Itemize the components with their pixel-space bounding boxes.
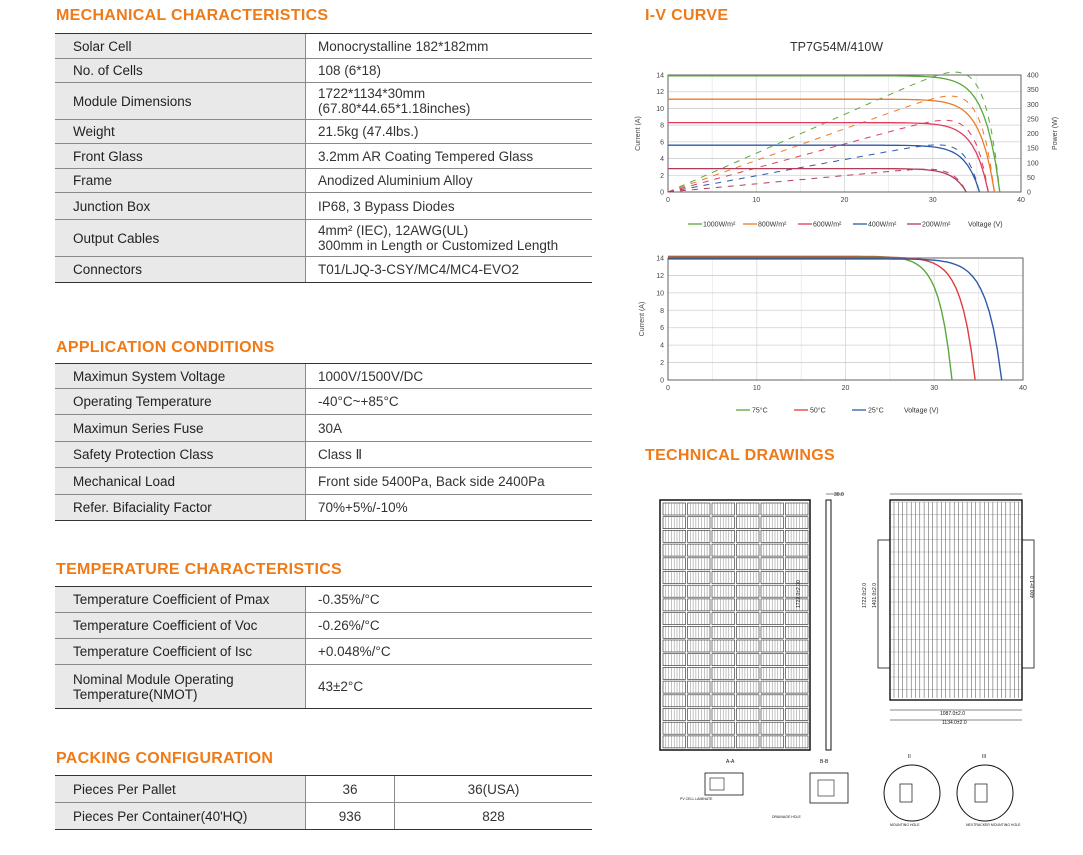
table-row: [55, 415, 592, 442]
value-text: 43±2°C: [318, 679, 364, 694]
y-tick-label: 6: [660, 325, 664, 333]
section-label: III: [982, 754, 987, 760]
value-text: 3.2mm AR Coating Tempered Glass: [318, 148, 534, 164]
spec-value: 36: [306, 776, 395, 803]
x-tick-label: 10: [752, 385, 761, 392]
y2-tick-label: 250: [1027, 116, 1039, 124]
spec-value: [306, 442, 593, 468]
table-row: [55, 193, 592, 220]
label-text: Temperature Coefficient of Pmax: [73, 592, 270, 607]
legend-label: 800W/m²: [758, 221, 787, 229]
spec-value: [306, 83, 593, 120]
table-row: [55, 389, 592, 415]
value-text: -40°C~+85°C: [318, 394, 399, 409]
table-row: [55, 665, 592, 709]
label-text: Weight: [73, 124, 115, 139]
spec-value: [306, 59, 593, 83]
y-tick-label: 2: [660, 172, 664, 180]
label-text: Output Cables: [73, 230, 160, 246]
legend-label: 50°C: [810, 407, 826, 415]
table-row: [55, 442, 592, 468]
note-label: DRAINAGE HOLE: [772, 815, 801, 819]
y-tick-label: 6: [660, 139, 664, 147]
label-text: Pieces Per Pallet: [73, 781, 176, 797]
dim-label: 1087.0±2.0: [940, 711, 965, 717]
table-row: [55, 803, 592, 830]
dim-label: 30.0: [834, 492, 844, 498]
value-text: 1000V/1500V/DC: [318, 368, 424, 384]
value-text: +0.048%/°C: [318, 644, 391, 659]
dim-label: 400.0±1.0: [1030, 575, 1036, 598]
panel-front-view: [660, 500, 810, 750]
label-text: Temperature Coefficient of Isc: [73, 644, 253, 659]
mechanical-table: [55, 33, 592, 283]
dim-label: 1722.0±2.0: [862, 583, 868, 608]
label-text: Connectors: [73, 262, 143, 277]
spec-label: [55, 120, 306, 144]
label-text: Maximun System Voltage: [73, 368, 226, 384]
table-row: [55, 495, 592, 521]
spec-label: [55, 59, 306, 83]
y-tick-label: 8: [660, 307, 664, 315]
y-tick-label: 0: [660, 189, 664, 197]
y2-tick-label: 100: [1027, 160, 1039, 168]
spec-value: [306, 587, 593, 613]
label-text: Temperature Coefficient of Voc: [73, 618, 258, 633]
iv-curve-title: I-V CURVE: [645, 7, 729, 24]
y2-tick-label: 0: [1027, 189, 1031, 197]
value-text: T01/LJQ-3-CSY/MC4/MC4-EVO2: [318, 262, 520, 277]
spec-label: [55, 613, 306, 639]
x-tick-label: 40: [1019, 385, 1027, 392]
y-tick-label: 8: [660, 122, 664, 130]
spec-value: 936: [306, 803, 395, 830]
chart-model: TP7G54M/410W: [790, 40, 884, 54]
table-row: [55, 34, 592, 59]
table-row: [55, 169, 592, 193]
spec-label: [55, 415, 306, 442]
y-axis-label: Current (A): [635, 116, 642, 151]
y2-tick-label: 150: [1027, 145, 1039, 153]
legend-label: 75°C: [752, 407, 768, 415]
value-text: -0.26%/°C: [318, 618, 380, 633]
table-row: [55, 468, 592, 495]
section-label: B-B: [820, 759, 829, 765]
section-details: [680, 754, 1021, 827]
label-text: Junction Box: [73, 198, 151, 214]
legend-label: 600W/m²: [813, 221, 842, 229]
x-tick-label: 0: [666, 197, 670, 204]
dim-label: 1401.0±2.0: [872, 583, 878, 608]
drawings-title: TECHNICAL DRAWINGS: [645, 447, 835, 464]
spec-value: 828: [394, 803, 592, 830]
note-label: PV CELL LAMINATE: [680, 797, 713, 801]
legend-label: 200W/m²: [922, 221, 951, 229]
iv-chart-irradiance: [630, 60, 1070, 235]
legend-temperature: [736, 407, 884, 415]
value-text-2: (67.80*44.65*1.18inches): [318, 101, 471, 116]
y-tick-label: 10: [656, 290, 664, 298]
value-text: 108 (6*18): [318, 63, 382, 78]
x-axis-label: Voltage (V): [904, 407, 939, 415]
value-text: IP68, 3 Bypass Diodes: [318, 198, 455, 214]
label-text: Solar Cell: [73, 38, 132, 54]
value-text: 70%+5%/-10%: [318, 500, 408, 515]
x-tick-label: 20: [841, 385, 850, 392]
label-text: Frame: [73, 173, 113, 188]
spec-value: 36(USA): [394, 776, 592, 803]
spec-value: [306, 389, 593, 415]
technical-drawings: [650, 488, 1070, 838]
x-tick-label: 0: [666, 385, 670, 392]
table-row: [55, 59, 592, 83]
iv-series-line: [668, 256, 952, 380]
spec-value: [306, 257, 593, 283]
value-text: Monocrystalline 182*182mm: [318, 38, 489, 54]
spec-value: [306, 120, 593, 144]
value-text: 30A: [318, 420, 343, 436]
legend-label: 400W/m²: [868, 221, 897, 229]
spec-value: [306, 639, 593, 665]
x-tick-label: 20: [840, 197, 849, 204]
y-axis-label: Current (A): [639, 301, 646, 337]
spec-label: [55, 34, 306, 59]
legend-irradiance: [688, 222, 951, 229]
spec-label: [55, 495, 306, 521]
spec-label: [55, 364, 306, 389]
y-tick-label: 2: [660, 360, 664, 368]
packing-table: [55, 775, 592, 830]
label-text: No. of Cells: [73, 63, 143, 78]
spec-value: [306, 468, 593, 495]
spec-label: [55, 587, 306, 613]
spec-value: [306, 220, 593, 257]
spec-label: [55, 665, 306, 709]
iv-chart-temperature: [630, 250, 1070, 420]
spec-value: [306, 193, 593, 220]
x-tick-label: 30: [930, 385, 939, 392]
spec-label: [55, 169, 306, 193]
value-text: Class Ⅱ: [318, 446, 363, 462]
note-label: MOUNTING HOLE: [890, 823, 920, 827]
spec-label: [55, 193, 306, 220]
spec-label: [55, 776, 306, 803]
temperature-table: [55, 586, 592, 709]
value-text: 21.5kg (47.4lbs.): [318, 124, 419, 139]
spec-label: [55, 442, 306, 468]
spec-value: [306, 613, 593, 639]
y-tick-label: 14: [656, 72, 664, 80]
table-row: [55, 220, 592, 257]
y-tick-label: 0: [660, 377, 664, 385]
spec-label: [55, 83, 306, 120]
label-text: Operating Temperature: [73, 394, 212, 409]
legend-label: 25°C: [868, 407, 884, 415]
iv-series-line: [668, 259, 1002, 380]
legend-label: 1000W/m²: [703, 221, 736, 229]
value-text: 4mm² (IEC), 12AWG(UL): [318, 223, 469, 238]
table-row: [55, 613, 592, 639]
y2-tick-label: 350: [1027, 87, 1039, 95]
value-text-2: 300mm in Length or Customized Length: [318, 238, 559, 253]
table-row: [55, 364, 592, 389]
spec-label: [55, 257, 306, 283]
y2-tick-label: 200: [1027, 131, 1039, 138]
label-text: Module Dimensions: [73, 93, 192, 109]
y-tick-label: 4: [660, 342, 664, 350]
x-tick-label: 40: [1017, 197, 1025, 204]
table-row: [55, 120, 592, 144]
y-tick-label: 12: [656, 272, 664, 280]
panel-back-view: [862, 494, 1036, 726]
y2-tick-label: 300: [1027, 101, 1039, 109]
table-row: [55, 776, 592, 803]
table-row: [55, 144, 592, 169]
label-text: Front Glass: [73, 148, 143, 164]
dim-label: 1722.0±2.00: [796, 580, 802, 608]
label-text: Safety Protection Class: [73, 447, 214, 462]
spec-label: [55, 639, 306, 665]
spec-value: [306, 34, 593, 59]
spec-value: [306, 665, 593, 709]
section-label: A-A: [726, 759, 735, 765]
value-text: Anodized Aluminium Alloy: [318, 173, 473, 188]
application-title: APPLICATION CONDITIONS: [56, 339, 275, 356]
table-row: [55, 83, 592, 120]
spec-label: [55, 803, 306, 830]
x-tick-label: 10: [752, 197, 761, 204]
dim-label: 1134.0±2.0: [942, 720, 967, 726]
power-series-line: [668, 120, 988, 192]
section-label: II: [908, 754, 911, 760]
label-text: Mechanical Load: [73, 473, 176, 489]
value-text: 1722*1134*30mm: [318, 86, 426, 101]
label-text-2: Temperature(NMOT): [73, 686, 198, 702]
table-row: [55, 587, 592, 613]
spec-value: [306, 169, 593, 193]
spec-label: [55, 468, 306, 495]
label-text: Refer. Bifaciality Factor: [73, 500, 212, 515]
table-row: [55, 639, 592, 665]
application-table: [55, 363, 592, 521]
packing-title: PACKING CONFIGURATION: [56, 750, 274, 767]
note-label: NEXTRACKER MOUNTING HOLE: [966, 823, 1021, 827]
y-tick-label: 4: [660, 156, 664, 164]
y-tick-label: 12: [656, 89, 664, 97]
spec-label: [55, 220, 306, 257]
label-text: Pieces Per Container(40'HQ): [73, 808, 248, 824]
power-series-line: [668, 96, 995, 192]
value-text: -0.35%/°C: [318, 592, 380, 607]
y2-tick-label: 400: [1027, 72, 1039, 80]
x-tick-label: 30: [928, 197, 937, 204]
spec-label: [55, 144, 306, 169]
table-row: [55, 257, 592, 283]
mechanical-title: MECHANICAL CHARACTERISTICS: [56, 7, 329, 24]
x-axis-label: Voltage (V): [968, 221, 1003, 229]
value-text: Front side 5400Pa, Back side 2400Pa: [318, 473, 545, 489]
spec-value: [306, 144, 593, 169]
spec-value: [306, 495, 593, 521]
temperature-title: TEMPERATURE CHARACTERISTICS: [56, 561, 343, 578]
spec-value: [306, 415, 593, 442]
iv-series-line: [668, 123, 988, 192]
y-tick-label: 10: [656, 105, 664, 113]
label-text: Nominal Module Operating: [73, 671, 234, 687]
y-tick-label: 14: [656, 255, 664, 263]
y2-tick-label: 50: [1027, 174, 1035, 182]
label-text: Maximun Series Fuse: [73, 420, 204, 436]
spec-value: [306, 364, 593, 389]
y2-axis-label: Power (W): [1052, 116, 1059, 151]
spec-label: [55, 389, 306, 415]
